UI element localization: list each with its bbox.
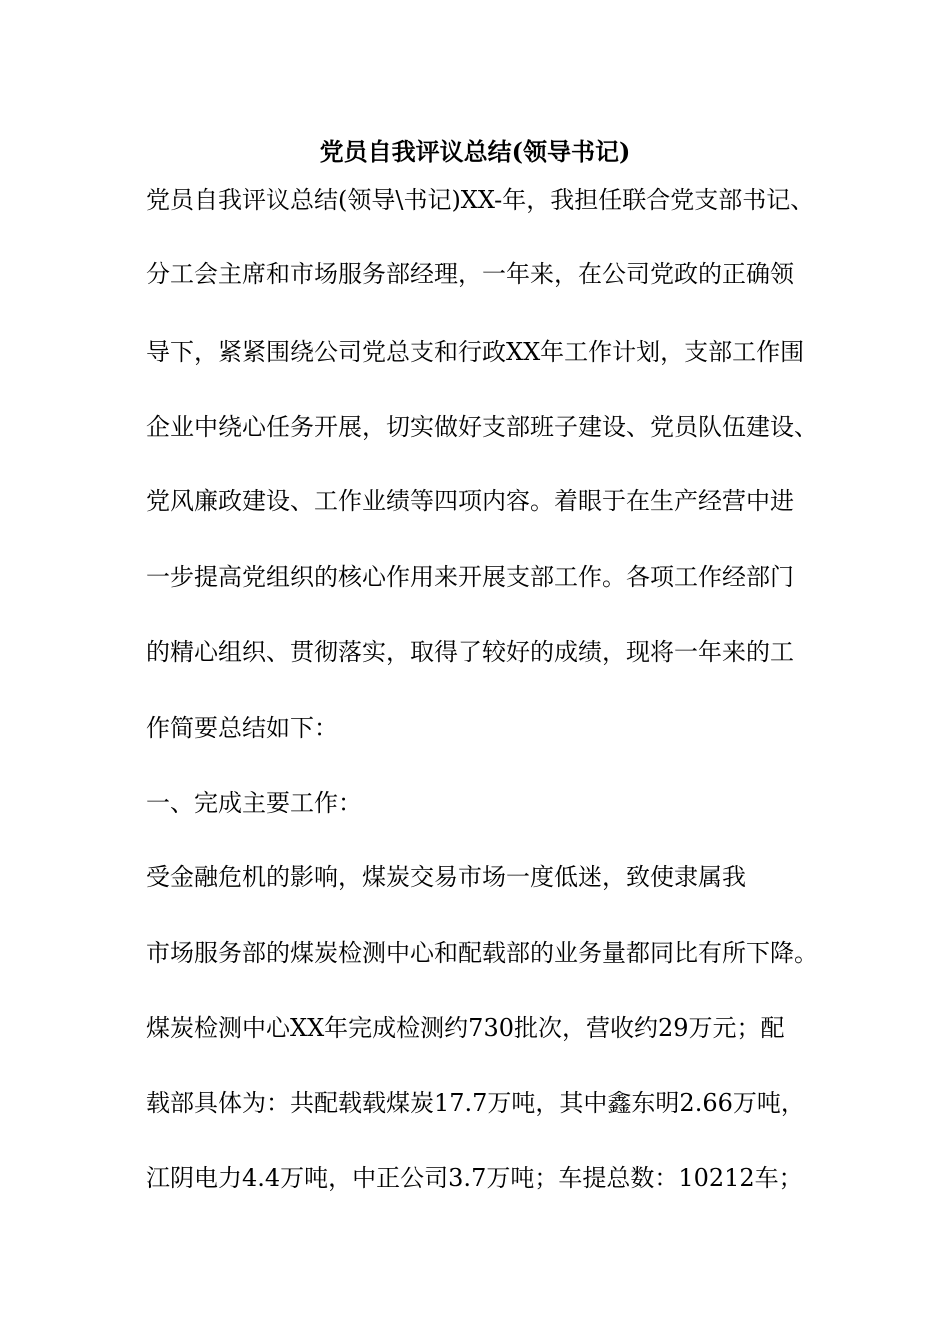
body-line: 一步提高党组织的核心作用来开展支部工作。各项工作经部门	[146, 563, 794, 591]
body-line: 企业中绕心任务开展，切实做好支部班子建设、党员队伍建设、	[146, 413, 818, 441]
body-line: 煤炭检测中心XX年完成检测约730批次，营收约29万元；配	[146, 1014, 785, 1042]
body-line: 的精心组织、贯彻落实，取得了较好的成绩，现将一年来的工	[146, 638, 794, 666]
document-title: 党员自我评议总结(领导书记)	[319, 137, 631, 166]
body-line: 分工会主席和市场服务部经理，一年来，在公司党政的正确领	[146, 260, 794, 288]
body-line: 党风廉政建设、工作业绩等四项内容。着眼于在生产经营中进	[146, 487, 794, 515]
body-line: 受金融危机的影响，煤炭交易市场一度低迷，致使隶属我	[146, 863, 746, 891]
body-line: 作简要总结如下：	[146, 714, 338, 742]
body-line: 市场服务部的煤炭检测中心和配载部的业务量都同比有所下降。	[146, 939, 818, 967]
body-line: 江阴电力4.4万吨，中正公司3.7万吨；车提总数：10212车；	[146, 1164, 803, 1192]
body-line: 导下，紧紧围绕公司党总支和行政XX年工作计划，支部工作围	[146, 338, 805, 366]
section-heading: 一、完成主要工作：	[146, 789, 362, 817]
body-line: 载部具体为：共配载载煤炭17.7万吨，其中鑫东明2.66万吨，	[146, 1089, 805, 1117]
body-line: 党员自我评议总结(领导\书记)XX-年，我担任联合党支部书记、	[146, 186, 815, 214]
